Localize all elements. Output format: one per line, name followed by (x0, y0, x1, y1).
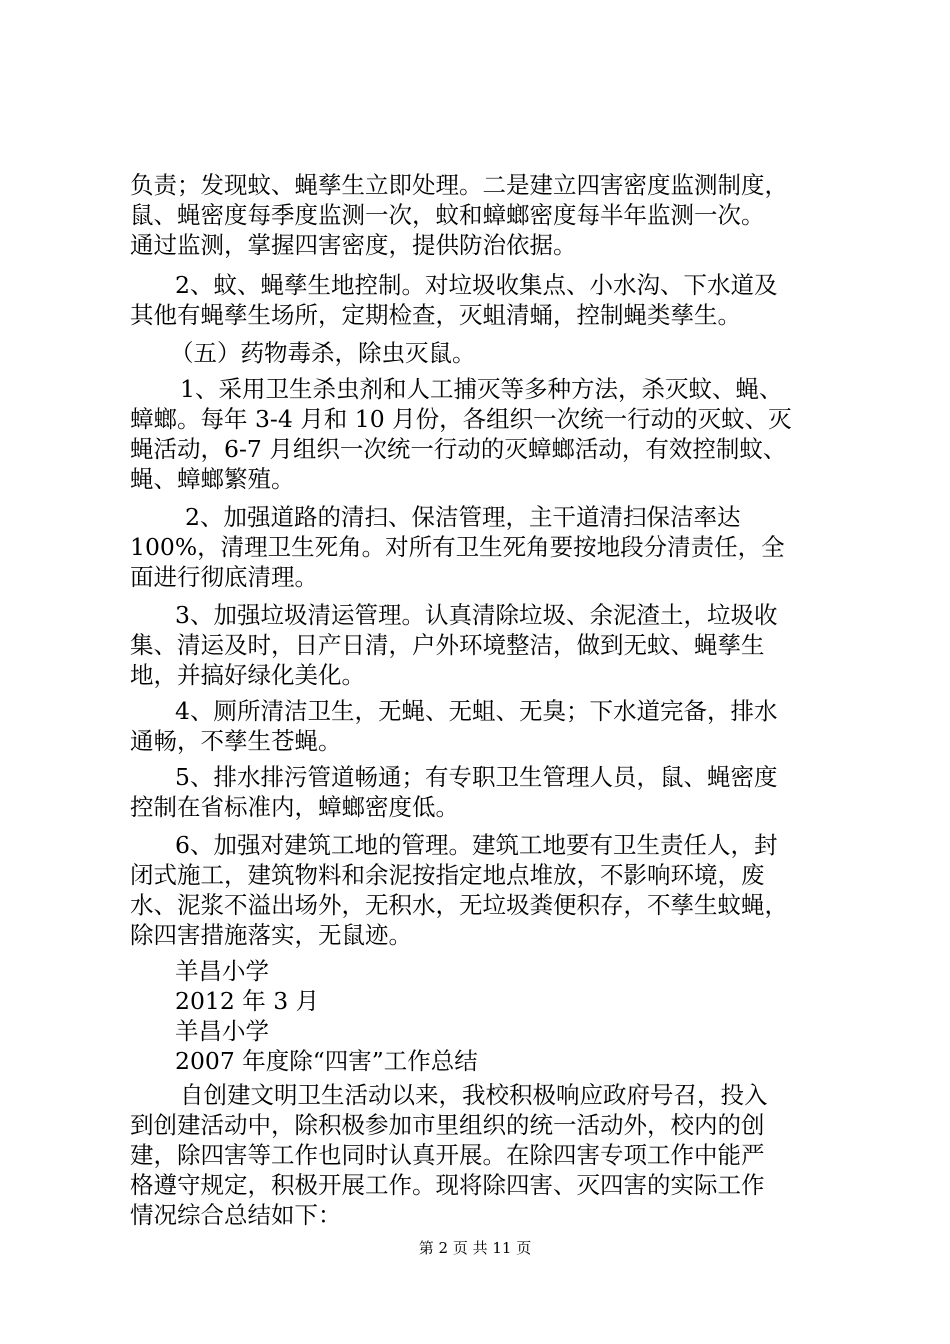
text-line: 情况综合总结如下： (130, 1201, 342, 1229)
text-line: 5、排水排污管道畅通；有专职卫生管理人员，鼠、蝇密度 (175, 763, 778, 791)
section-heading: （五）药物毒杀，除虫灭鼠。 (170, 339, 476, 367)
signature-org: 羊昌小学 (175, 957, 269, 985)
text-line: 控制在省标准内，蟑螂密度低。 (130, 793, 459, 821)
text-line: 通畅，不孳生苍蝇。 (130, 727, 342, 755)
page-number-footer: 第 2 页 共 11 页 (418, 1239, 532, 1257)
text-line: 其他有蝇孳生场所，定期检查，灭蛆清蛹，控制蝇类孳生。 (130, 301, 741, 329)
text-line: 1、采用卫生杀虫剂和人工捕灭等多种方法，杀灭蚊、蝇、 (180, 375, 783, 403)
text-line: 蟑螂。每年 3-4 月和 10 月份，各组织一次统一行动的灭蚊、灭 (130, 405, 792, 433)
text-line: 水、泥浆不溢出场外，无积水，无垃圾粪便积存，不孳生蚊蝇， (130, 891, 788, 919)
text-line: 2、加强道路的清扫、保洁管理，主干道清扫保洁率达 (185, 503, 741, 531)
summary-title: 2007 年度除“四害”工作总结 (175, 1047, 478, 1075)
text-line: 地，并搞好绿化美化。 (130, 661, 365, 689)
signature-date: 2012 年 3 月 (175, 987, 320, 1015)
text-line: 蝇活动，6-7 月组织一次统一行动的灭蟑螂活动，有效控制蚊、 (130, 435, 787, 463)
text-line: 闭式施工，建筑物料和余泥按指定地点堆放，不影响环境，废 (130, 861, 765, 889)
text-line: 建，除四害等工作也同时认真开展。在除四害专项工作中能严 (130, 1141, 765, 1169)
text-line: 到创建活动中，除积极参加市里组织的统一活动外，校内的创 (130, 1111, 765, 1139)
text-line: 4、厕所清洁卫生，无蝇、无蛆、无臭；下水道完备，排水 (175, 697, 778, 725)
text-line: 负责；发现蚊、蝇孳生立即处理。二是建立四害密度监测制度， (130, 171, 788, 199)
text-line: 鼠、蝇密度每季度监测一次，蚊和蟑螂密度每半年监测一次。 (130, 201, 765, 229)
org-name: 羊昌小学 (175, 1017, 269, 1045)
text-line: 格遵守规定，积极开展工作。现将除四害、灭四害的实际工作 (130, 1171, 765, 1199)
text-line: 100%，清理卫生死角。对所有卫生死角要按地段分清责任，全 (130, 533, 785, 561)
text-line: 2、蚊、蝇孳生地控制。对垃圾收集点、小水沟、下水道及 (175, 271, 778, 299)
text-line: 3、加强垃圾清运管理。认真清除垃圾、余泥渣土，垃圾收 (175, 601, 778, 629)
text-line: 自创建文明卫生活动以来，我校积极响应政府号召，投入 (180, 1081, 768, 1109)
text-line: 蝇、蟑螂繁殖。 (130, 465, 295, 493)
text-line: 6、加强对建筑工地的管理。建筑工地要有卫生责任人，封 (175, 831, 778, 859)
text-line: 面进行彻底清理。 (130, 563, 318, 591)
text-line: 通过监测，掌握四害密度，提供防治依据。 (130, 231, 577, 259)
text-line: 除四害措施落实，无鼠迹。 (130, 921, 412, 949)
text-line: 集、清运及时，日产日清，户外环境整洁，做到无蚊、蝇孳生 (130, 631, 765, 659)
